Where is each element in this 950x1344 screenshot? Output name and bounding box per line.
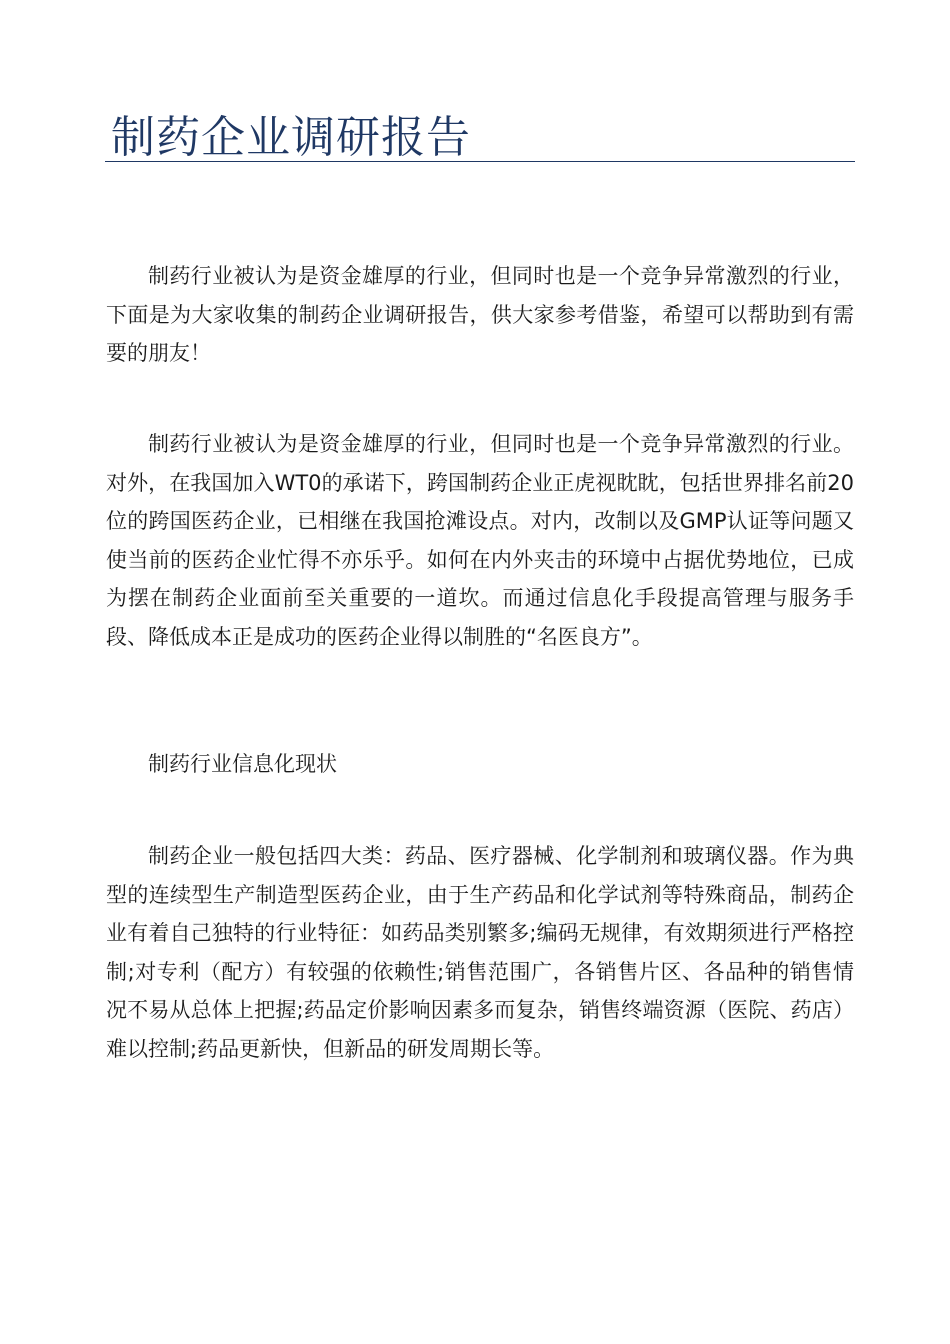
section-heading: 制药行业信息化现状 xyxy=(148,752,337,776)
industry-status-paragraph: 制药企业一般包括四大类：药品、医疗器械、化学制剂和玻璃仪器。作为典型的连续型生产制造型医药企业，由于生产药品和化学试剂等特殊商品，制药企业有着自己独特的行业特征：如药品类别繁多;编码无规律，有效期须进行严格控制;对专利（配方）有较强的依赖性;销售范围广，各销售片区、各品种的销售情况不易从总体上把握;药品定价影响因素多而复杂，销售终端资源（医院、药店）难以控制;药品更新快，但新品的研发周期长等。 xyxy=(106,844,854,1061)
background-paragraph: 制药行业被认为是资金雄厚的行业，但同时也是一个竞争异常激烈的行业。对外，在我国加入WT0的承诺下，跨国制药企业正虎视眈眈，包括世界排名前20位的跨国医药企业，已相继在我国抢滩设点。对内，改制以及GMP认证等问题又使当前的医药企业忙得不亦乐乎。如何在内外夹击的环境中占据优势地位，已成为摆在制药企业面前至关重要的一道坎。而通过信息化手段提高管理与服务手段、降低成本正是成功的医药企业得以制胜的“名医良方”。 xyxy=(106,432,854,649)
intro-paragraph: 制药行业被认为是资金雄厚的行业，但同时也是一个竞争异常激烈的行业，下面是为大家收集的制药企业调研报告，供大家参考借鉴，希望可以帮助到有需要的朋友！ xyxy=(106,264,854,365)
title-underline xyxy=(105,161,855,162)
document-title: 制药企业调研报告 xyxy=(111,112,471,163)
